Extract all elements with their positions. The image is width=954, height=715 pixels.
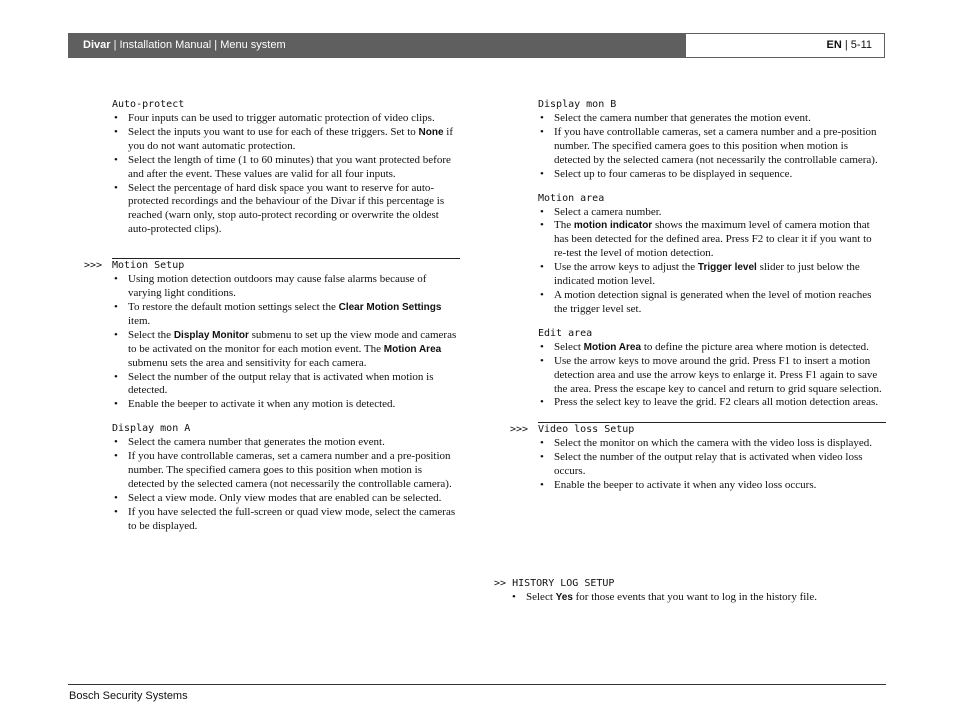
- list-item: • Select the Display Monitor submenu to set up the view mode and cameras to be activated on the monitor for each motion event. The Motion Area submenu sets the area and sensitivity for each camera.: [112, 329, 460, 371]
- list-item: • Enable the beeper to activate it when any motion is detected.: [112, 398, 460, 412]
- list-item: • Use the arrow keys to adjust the Trigger level slider to just below the indicated motion level.: [538, 261, 886, 289]
- motion-setup-title: Motion Setup: [112, 260, 185, 272]
- header-doc-title: | Installation Manual | Menu system: [110, 39, 286, 51]
- list-item: • A motion detection signal is generated when the level of motion reaches the trigger level set.: [538, 289, 886, 317]
- edit-area-title: Edit area: [538, 327, 593, 339]
- motion-setup-list: [112, 273, 460, 412]
- video-loss-list: [538, 437, 886, 493]
- display-mon-b-title: Display mon B: [538, 99, 617, 110]
- list-item: • Four inputs can be used to trigger automatic protection of video clips.: [112, 112, 460, 126]
- section-marker: >>: [494, 578, 507, 589]
- list-item: • To restore the default motion settings select the Clear Motion Settings item.: [112, 301, 460, 329]
- display-mon-a-title: Display mon A: [112, 423, 191, 435]
- history-section: [494, 577, 886, 605]
- list-item: • Using motion detection outdoors may cause false alarms because of varying light conditions.: [112, 273, 460, 301]
- list-item: • If you have controllable cameras, set a camera number and a pre-position number. The specified camera goes to this position when motion is detected by the selected camera (not necessarily the controllable camera).: [112, 450, 460, 492]
- video-loss-title: Video loss Setup: [538, 424, 635, 436]
- list-item: • Press the select key to leave the grid. F2 clears all motion detection areas.: [538, 396, 886, 410]
- list-item: • Select the inputs you want to use for each of these triggers. Set to None if you do not want automatic protection.: [112, 126, 460, 154]
- list-item: • Select the percentage of hard disk space you want to reserve for auto-protected recordings and the behaviour of the Divar if this percentage is reached (warn only, stop auto-protect recording or overwrite the oldest auto-protected clips).: [112, 182, 460, 238]
- page-number-box: [686, 33, 885, 58]
- auto-protect-list: [112, 112, 460, 237]
- left-column: [84, 98, 460, 534]
- header-page-number: | 5-11: [841, 39, 872, 51]
- list-item: • Select a camera number.: [538, 206, 886, 220]
- section-marker: >>>: [84, 260, 103, 272]
- footer-company: Bosch Security Systems: [69, 690, 188, 702]
- motion-area-list: [538, 206, 886, 317]
- edit-area-list: [538, 341, 886, 411]
- list-item: • Select the camera number that generates the motion event.: [538, 112, 886, 126]
- list-item: • Select Yes for those events that you want to log in the history file.: [510, 591, 886, 605]
- list-item: • If you have controllable cameras, set a camera number and a pre-position number. The specified camera goes to this position when motion is detected by the selected camera (not necessarily the controllable camera).: [538, 126, 886, 168]
- list-item: • Select the monitor on which the camera with the video loss is displayed.: [538, 437, 886, 451]
- list-item: • The motion indicator shows the maximum level of camera motion that has been detected for the defined area. Press F2 to clear it if you want to re-test the level of motion detection.: [538, 219, 886, 261]
- motion-area-title: Motion area: [538, 192, 605, 204]
- right-column: [510, 98, 886, 493]
- section-marker: >>>: [510, 424, 529, 436]
- list-item: • Select the camera number that generates the motion event.: [112, 436, 460, 450]
- list-item: • Use the arrow keys to move around the grid. Press F1 to insert a motion detection area and use the arrow keys to enlarge it. Press F1 again to save the area. Press the escape key to cancel and return to grid square selection.: [538, 355, 886, 397]
- history-list: [494, 591, 886, 605]
- list-item: • Select Motion Area to define the picture area where motion is detected.: [538, 341, 886, 355]
- list-item: • If you have selected the full-screen or quad view mode, select the cameras to be displayed.: [112, 506, 460, 534]
- list-item: • Select the number of the output relay that is activated when motion is detected.: [112, 371, 460, 399]
- running-header: [68, 33, 686, 58]
- footer-rule: [68, 684, 886, 685]
- history-title: >> HISTORY LOG SETUP: [494, 578, 615, 589]
- list-item: • Select the number of the output relay that is activated when video loss occurs.: [538, 451, 886, 479]
- list-item: • Select up to four cameras to be displayed in sequence.: [538, 168, 886, 182]
- list-item: • Select the length of time (1 to 60 minutes) that you want protected before and after the event. These values are valid for all four inputs.: [112, 154, 460, 182]
- display-mon-a-list: [112, 436, 460, 533]
- header-language: EN: [826, 39, 842, 51]
- header-product: Divar: [83, 39, 111, 51]
- display-mon-b-list: [538, 112, 886, 182]
- auto-protect-title: Auto-protect: [112, 99, 185, 110]
- list-item: • Enable the beeper to activate it when any video loss occurs.: [538, 479, 886, 493]
- list-item: • Select a view mode. Only view modes that are enabled can be selected.: [112, 492, 460, 506]
